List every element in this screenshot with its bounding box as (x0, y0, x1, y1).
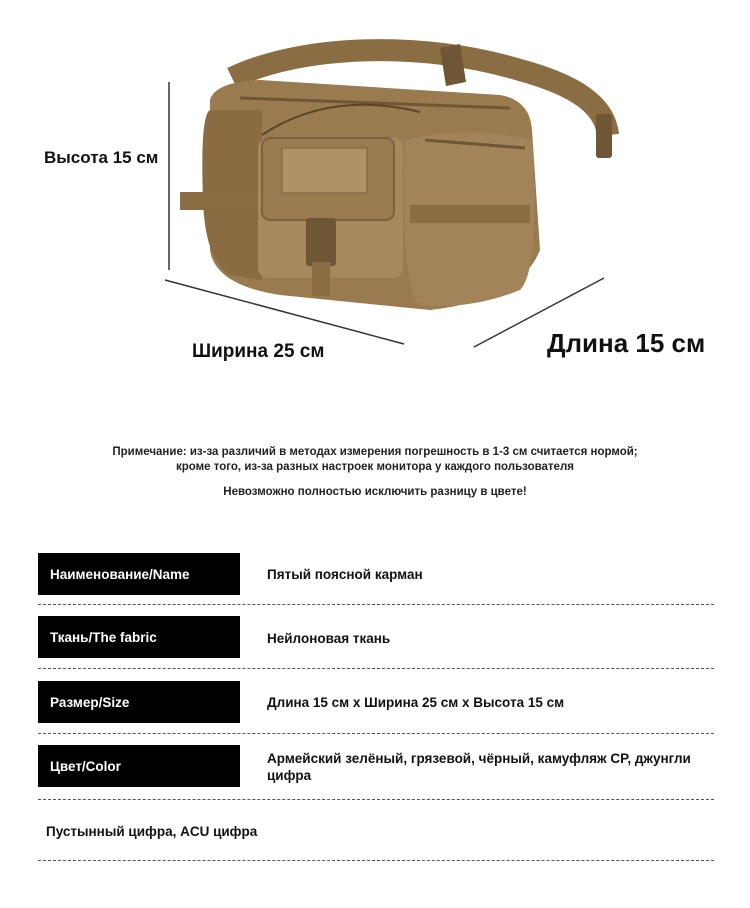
front-buckle (306, 218, 336, 266)
spec-label-color: Цвет/Color (38, 745, 240, 787)
extra-colors: Пустынный цифра, ACU цифра (46, 824, 258, 839)
divider (38, 604, 714, 605)
width-label: Ширина 25 см (192, 341, 325, 362)
spec-value-size: Длина 15 см x Ширина 25 см x Высота 15 см (267, 695, 565, 710)
divider (38, 733, 714, 734)
strap-slider (596, 114, 612, 158)
spec-value-color: Армейский зелёный, грязевой, чёрный, камуфляж CP, джунгли цифра (267, 751, 691, 783)
note-line-1: Примечание: из-за различий в методах измерения погрешность в 1-3 см считается нормой; (112, 446, 638, 458)
divider (38, 799, 714, 800)
length-label: Длина 15 см (547, 328, 706, 358)
note-line-3: Невозможно полностью исключить разницу в цвете! (223, 486, 527, 498)
spec-value-name: Пятый поясной карман (267, 567, 423, 582)
right-molle-strap (410, 205, 530, 223)
height-label: Высота 15 см (44, 148, 159, 167)
buckle-strap (312, 262, 330, 296)
spec-label-size: Размер/Size (38, 681, 240, 723)
divider (38, 860, 714, 861)
spec-label-name: Наименование/Name (38, 553, 240, 595)
velcro-patch (282, 148, 367, 193)
divider (38, 668, 714, 669)
spec-value-fabric: Нейлоновая ткань (267, 631, 391, 646)
note-line-2: кроме того, из-за разных настроек монитора у каждого пользователя (176, 461, 574, 473)
spec-label-fabric: Ткань/The fabric (38, 616, 240, 658)
